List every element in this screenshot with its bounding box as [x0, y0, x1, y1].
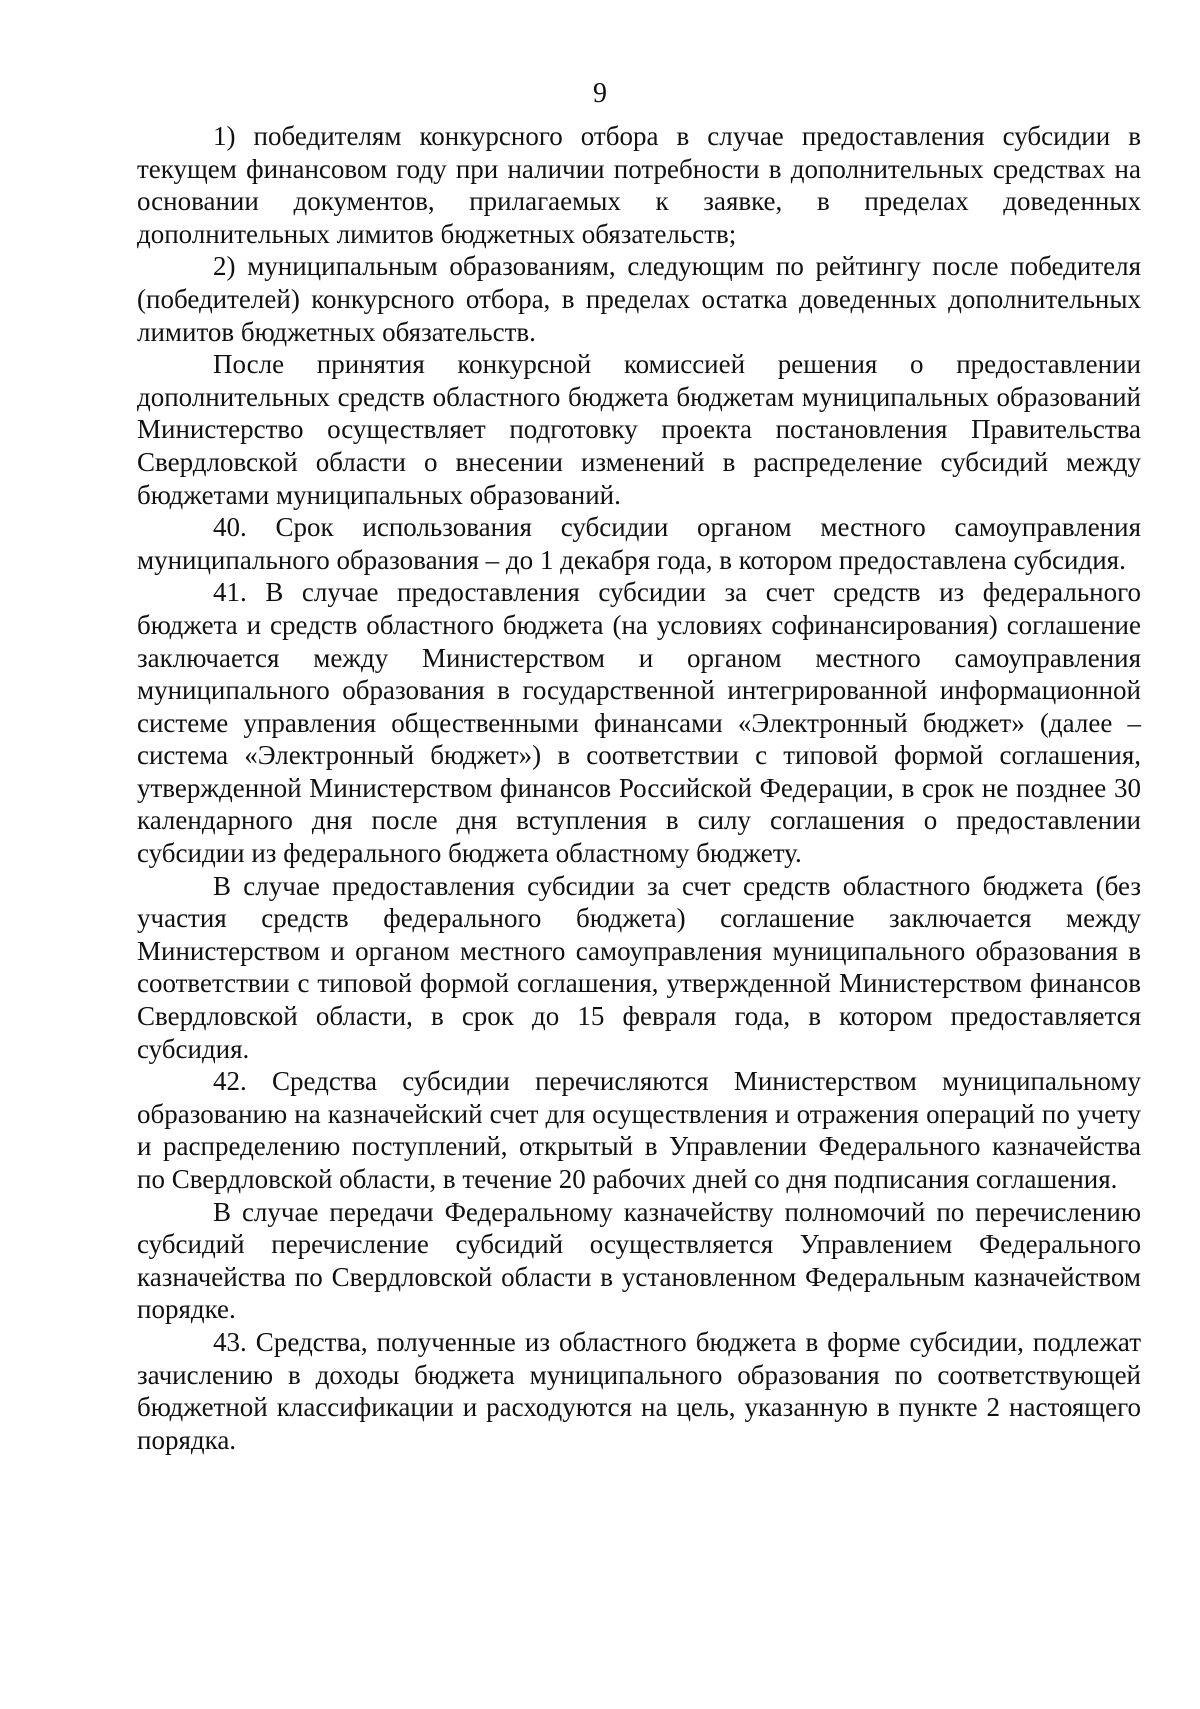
paragraph-after-decision: После принятия конкурсной комиссией решения о предоставлении дополнительных средств областного бюджета бюджетам муниципальных образований Министерство осуществляет подготовку проекта постановления Правительства Свердловской области о внесении изменений в распределение субсидий между бюджетами муниципальных образований. [137, 349, 1141, 510]
paragraph-clause-43: 43. Средства, полученные из областного бюджета в форме субсидии, подлежат зачислению в доходы бюджета муниципального образования по соответствующей бюджетной классификации и расходуются на цель, указанную в пункте 2 настоящего порядка. [137, 1326, 1141, 1455]
document-body [137, 120, 1141, 1456]
paragraph-clause-42: 42. Средства субсидии перечисляются Министерством муниципальному образованию на казначейский счет для осуществления и отражения операций по учету и распределению поступлений, открытый в Управлении Федерального казначейства по Свердловской области, в течение 20 рабочих дней со дня подписания соглашения. [137, 1066, 1141, 1194]
paragraph-clause-41-regional: В случае предоставления субсидии за счет средств областного бюджета (без участия средств федерального бюджета) соглашение заключается между Министерством и органом местного самоуправления муниципального образования в соответствии с типовой формой соглашения, утвержденной Министерством финансов Свердловской области, в срок до 15 февраля года, в котором предоставляется субсидия. [137, 870, 1141, 1064]
page-number: 9 [593, 78, 607, 109]
paragraph-item-1: 1) победителям конкурсного отбора в случае предоставления субсидии в текущем финансовом году при наличии потребности в дополнительных средствах на основании документов, прилагаемых к заявке, в пределах доведенных дополнительных лимитов бюджетных обязательств; [137, 121, 1141, 249]
paragraph-item-2: 2) муниципальным образованиям, следующим по рейтингу после победителя (победителей) конкурсного отбора, в пределах остатка доведенных дополнительных лимитов бюджетных обязательств. [137, 251, 1141, 347]
paragraph-clause-41: 41. В случае предоставления субсидии за счет средств из федерального бюджета и средств областного бюджета (на условиях софинансирования) соглашение заключается между Министерством и органом местного самоуправления муниципального образования в государственной интегрированной информационной системе управления общественными финансами «Электронный бюджет» (далее – система «Электронный бюджет») в соответствии с типовой формой соглашения, утвержденной Министерством финансов Российской Федерации, в срок не позднее 30 календарного дня после дня вступления в силу соглашения о предоставлении субсидии из федерального бюджета областному бюджету. [137, 577, 1141, 869]
paragraph-clause-40: 40. Срок использования субсидии органом местного самоуправления муниципального образования – до 1 декабря года, в котором предоставлена субсидия. [137, 512, 1141, 575]
paragraph-clause-42-treasury: В случае передачи Федеральному казначейству полномочий по перечислению субсидий перечисление субсидий осуществляется Управлением Федерального казначейства по Свердловской области в установленном Федеральным казначейством порядке. [137, 1196, 1141, 1325]
